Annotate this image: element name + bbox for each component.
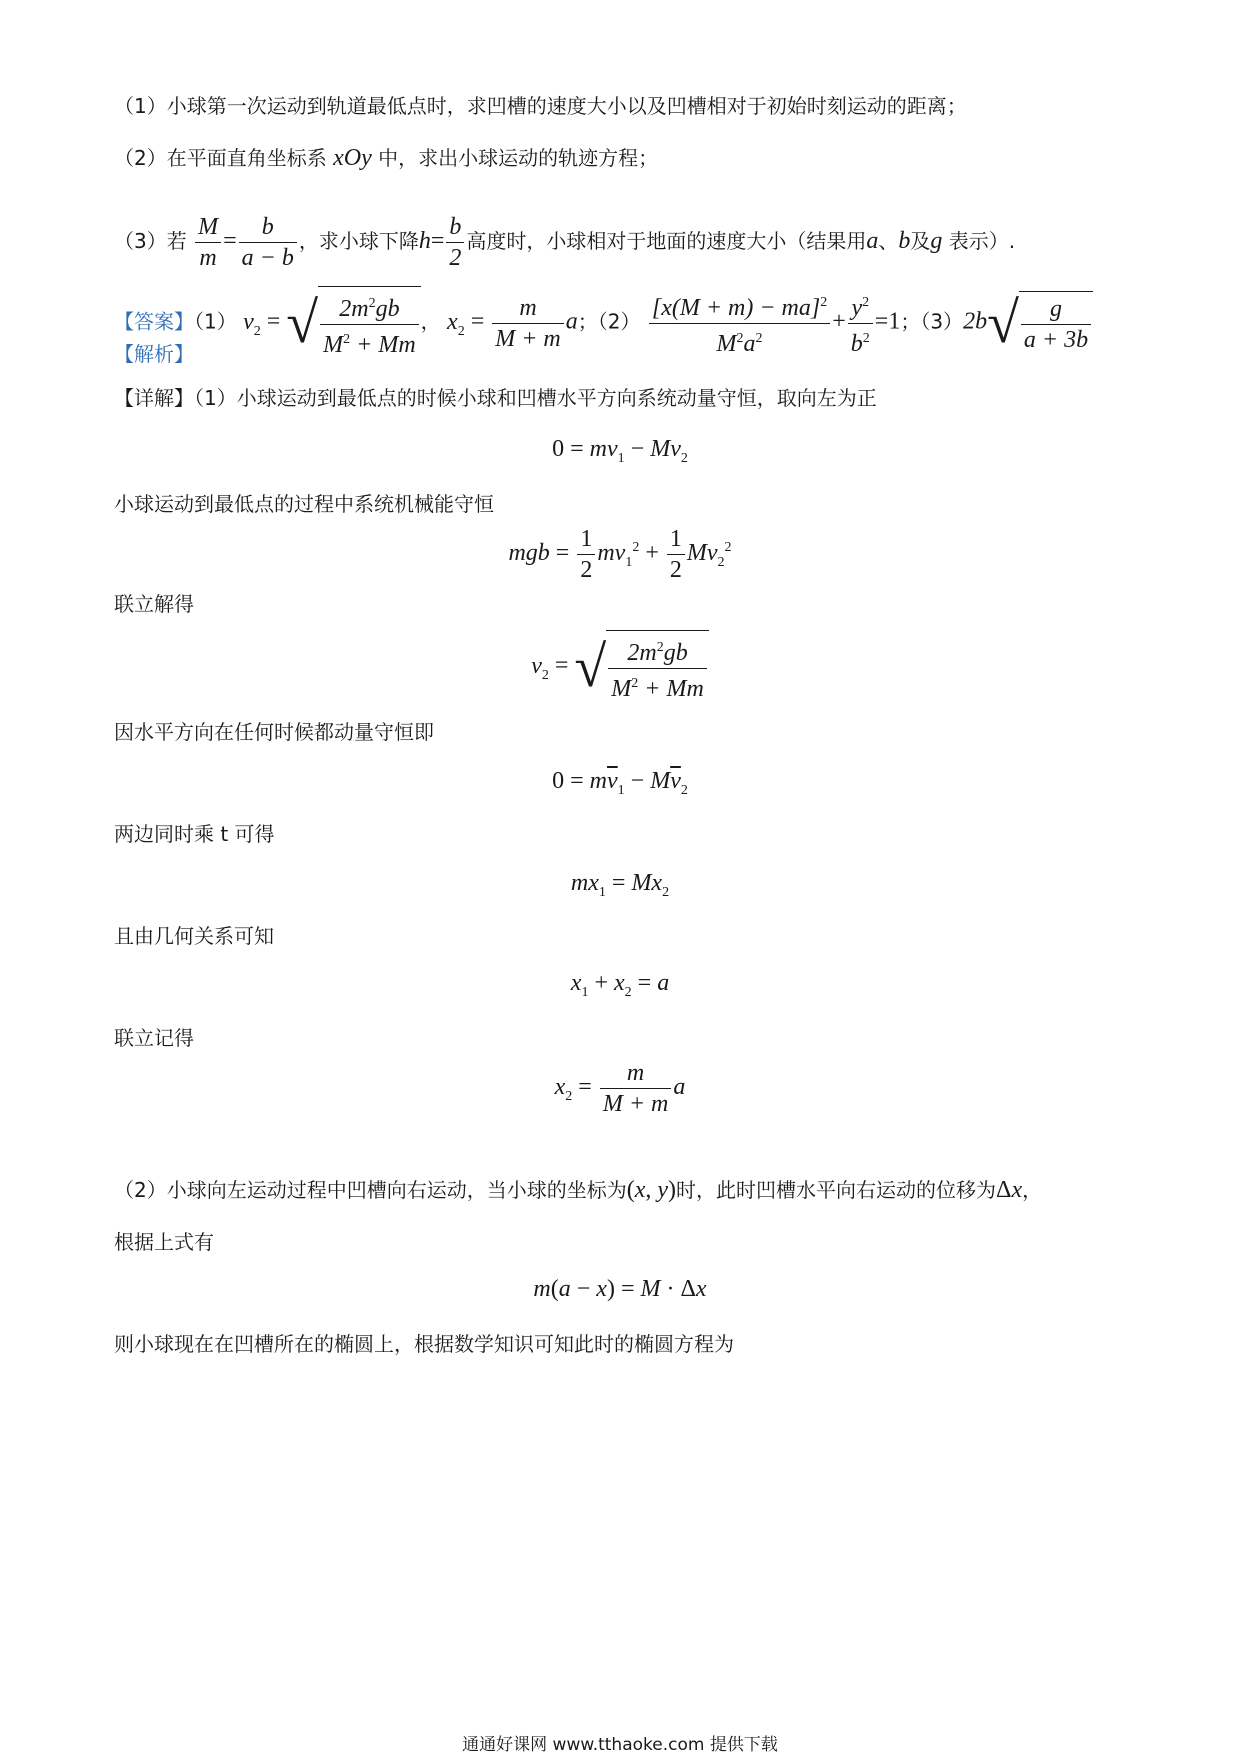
eq-displacement: $mx_1 = Mx_2$ <box>570 870 670 900</box>
question-1: （1）小球第一次运动到轨道最低点时，求凹槽的速度大小以及凹槽相对于初始时刻运动的距离； <box>114 94 967 118</box>
eq-momentum: $0 = mv_1 - Mv_2$ <box>552 436 688 466</box>
eq-geometry: $x_1 + x_2 = a$ <box>570 970 670 1000</box>
text-times-t: 两边同时乘 t 可得 <box>114 822 275 846</box>
text-energy: 小球运动到最低点的过程中系统机械能守恒 <box>114 492 494 516</box>
text-ellipse: 则小球现在在凹槽所在的椭圆上，根据数学知识可知此时的椭圆方程为 <box>114 1332 734 1356</box>
eq-energy: mgb = $\frac{1}{2}$ $mv_1^2$ + $\frac{1}{2}$ $Mv_2^2$ <box>508 526 732 583</box>
text-geometry: 且由几何关系可知 <box>114 924 274 948</box>
question-2: （2）在平面直角坐标系 xOy 中，求出小球运动的轨迹方程； <box>114 145 659 171</box>
text-according: 根据上式有 <box>114 1230 214 1254</box>
eq-part2: m(a − x) = M · Δx <box>533 1276 707 1302</box>
page-footer: 通通好课网 www.tthaoke.com 提供下载 <box>462 1735 778 1755</box>
part2-line: （2）小球向左运动过程中凹槽向右运动，当小球的坐标为(x, y)时，此时凹槽水平向右运动的位移为Δx， <box>114 1177 1043 1203</box>
detail-label: 【详解】 <box>114 386 194 410</box>
eq-v2: $v_2$ = √ $\frac{2m^2gb}{M^2 + Mm}$ <box>0 630 1240 704</box>
analysis-label: 【解析】 <box>114 342 194 366</box>
text-solve2: 联立记得 <box>114 1026 194 1050</box>
text-momentum: 因水平方向在任何时候都动量守恒即 <box>114 720 434 744</box>
answer-label: 【答案】 <box>114 309 194 334</box>
question-3: （3）若 $\frac{M}{m}$ = $\frac{b}{a - b}$ ，求小球下降h= $\frac{b}{2}$ 高度时，小球相对于地面的速度大小（结果用a、b及g 表示）. <box>114 214 1016 271</box>
answer-line: 【答案】（1） $v_2$ = √ $\frac{2m^2gb}{M^2 + Mm}$ ， $x_2$ = $\frac{m}{M + m}$ a；（2） $\frac{[x(M + m) - ma]^2}{M^2a^2}$ + $\frac{y^2}{b^2}$ =1；（3）2b√ $\frac{g}{a + 3b}$ <box>114 286 1093 360</box>
eq-mean-momentum: $0 = m\overline{v}_1 - M\overline{v}_2$ <box>552 768 688 798</box>
coord-system-label: xOy <box>333 145 372 171</box>
eq-x2: $x_2$ = $\frac{m}{M + m}$ a <box>554 1060 686 1117</box>
detail-line: 【详解】（1）小球运动到最低点的时候小球和凹槽水平方向系统动量守恒，取向左为正 <box>114 386 877 410</box>
text-solve: 联立解得 <box>114 592 194 616</box>
